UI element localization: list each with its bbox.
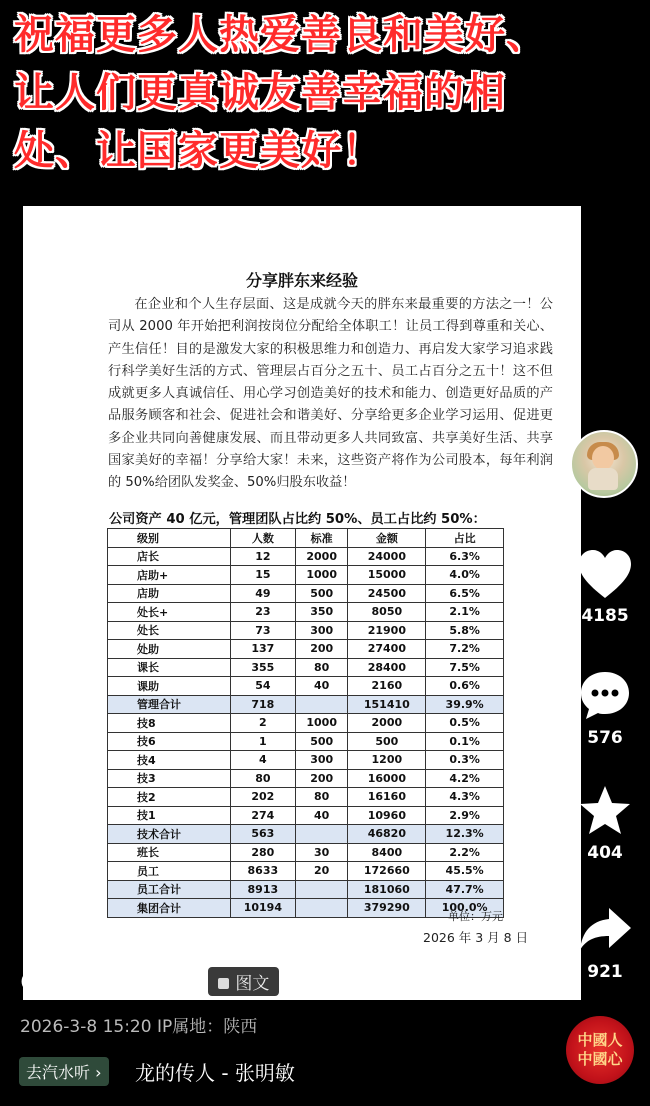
table-cell: 28400 xyxy=(348,658,426,677)
table-cell: 员工 xyxy=(108,862,231,881)
table-cell: 集团合计 xyxy=(108,899,231,918)
table-cell: 技术合计 xyxy=(108,825,231,844)
table-cell: 200 xyxy=(295,769,347,788)
table-cell: 1000 xyxy=(295,714,347,733)
table-header-row xyxy=(108,529,504,548)
favorite-count: 404 xyxy=(587,843,623,863)
table-cell: 技1 xyxy=(108,806,231,825)
table-cell: 355 xyxy=(230,658,295,677)
table-cell: 8913 xyxy=(230,880,295,899)
table-cell: 员工合计 xyxy=(108,880,231,899)
logo-line-1: 中國人 xyxy=(577,1031,623,1049)
table-row xyxy=(108,843,504,862)
table-cell: 1000 xyxy=(295,566,347,585)
avatar-body xyxy=(588,468,618,490)
table-cell: 2.1% xyxy=(426,603,504,622)
table-cell: 7.5% xyxy=(426,658,504,677)
table-cell: 店助+ xyxy=(108,566,231,585)
post-meta: 2026-3-8 15:20 IP属地：陕西 xyxy=(20,1017,258,1037)
unit-label: 单位：万元 xyxy=(448,910,503,923)
table-cell: 技4 xyxy=(108,751,231,770)
table-cell xyxy=(295,880,347,899)
table-cell: 8050 xyxy=(348,603,426,622)
table-cell: 5.8% xyxy=(426,621,504,640)
table-cell: 181060 xyxy=(348,880,426,899)
document-image[interactable] xyxy=(23,206,581,1000)
table-cell: 100.0% xyxy=(426,899,504,918)
table-row xyxy=(108,751,504,770)
like-count: 4185 xyxy=(581,606,629,626)
table-cell xyxy=(295,695,347,714)
table-row xyxy=(108,677,504,696)
table-cell: 处长 xyxy=(108,621,231,640)
table-cell: 0.5% xyxy=(426,714,504,733)
table-cell: 137 xyxy=(230,640,295,659)
table-cell: 1200 xyxy=(348,751,426,770)
logo-line-2: 中國心 xyxy=(577,1050,623,1068)
comment-button[interactable] xyxy=(570,668,640,748)
table-cell: 274 xyxy=(230,806,295,825)
badge-label: 图文 xyxy=(235,973,270,994)
table-cell: 8400 xyxy=(348,843,426,862)
table-cell: 300 xyxy=(295,751,347,770)
table-cell: 2000 xyxy=(348,714,426,733)
table-row xyxy=(108,862,504,881)
star-icon xyxy=(577,783,633,839)
column-header: 金额 xyxy=(348,529,426,548)
table-cell: 12.3% xyxy=(426,825,504,844)
open-music-app-button[interactable]: 去汽水听 › xyxy=(19,1057,109,1086)
table-cell: 4.0% xyxy=(426,566,504,585)
table-cell: 24000 xyxy=(348,547,426,566)
table-cell: 技2 xyxy=(108,788,231,807)
table-cell: 80 xyxy=(295,658,347,677)
table-cell: 0.3% xyxy=(426,751,504,770)
table-cell: 379290 xyxy=(348,899,426,918)
like-button[interactable] xyxy=(570,548,640,626)
table-cell: 管理合计 xyxy=(108,695,231,714)
avatar-face xyxy=(592,446,614,470)
table-cell: 15 xyxy=(230,566,295,585)
table-cell: 151410 xyxy=(348,695,426,714)
table-body xyxy=(108,547,504,917)
table-cell: 7.2% xyxy=(426,640,504,659)
table-cell: 718 xyxy=(230,695,295,714)
paragraph-text: 在企业和个人生存层面、这是成就今天的胖东来最重要的方法之一！公司从 2000 年开始把利润按岗位分配给全体职工！让员工得到尊重和关心、产生信任！目的是激发大家的积极思维力和创造力、再启发大家学习追求践行科学美好生活的方式、管理层占百分之五十、员工占百分之五十！这不但成就更多人真诚信任、用心学习创造美好的技术和能力、创造更好品质的产品服务顾客和社会、促进社会和谐美好、分享给更多企业学习运用、促进更多企业共同向善健康发展、而且带动更多人共同致富、共享美好生活、共享国家美好的幸福！分享给大家！未来，这些资产将作为公司股本，每年利润的 50%给团队发奖金、50%归股东收益！ xyxy=(108,297,553,491)
table-cell: 10194 xyxy=(230,899,295,918)
table-cell: 技6 xyxy=(108,732,231,751)
table-cell: 39.9% xyxy=(426,695,504,714)
table-cell: 技3 xyxy=(108,769,231,788)
table-cell: 班长 xyxy=(108,843,231,862)
table-cell: 80 xyxy=(230,769,295,788)
table-cell: 店助 xyxy=(108,584,231,603)
heart-icon xyxy=(577,548,633,602)
table-cell: 20 xyxy=(295,862,347,881)
document-title: 分享胖东来经验 xyxy=(245,271,358,290)
table-cell: 2 xyxy=(230,714,295,733)
table-cell: 0.6% xyxy=(426,677,504,696)
table-cell: 2.2% xyxy=(426,843,504,862)
document-date: 2026 年 3 月 8 日 xyxy=(423,930,529,945)
table-cell: 2160 xyxy=(348,677,426,696)
table-cell: 500 xyxy=(348,732,426,751)
table-cell: 2000 xyxy=(295,547,347,566)
table-cell: 店长 xyxy=(108,547,231,566)
table-cell xyxy=(295,825,347,844)
table-cell xyxy=(295,899,347,918)
table-subtotal-row xyxy=(108,695,504,714)
table-row xyxy=(108,603,504,622)
table-cell: 15000 xyxy=(348,566,426,585)
music-disc-logo[interactable] xyxy=(566,1016,634,1084)
share-icon xyxy=(577,902,633,958)
table-cell: 23 xyxy=(230,603,295,622)
table-cell: 课助 xyxy=(108,677,231,696)
comment-icon xyxy=(577,668,633,724)
table-cell: 处长+ xyxy=(108,603,231,622)
table-cell: 6.3% xyxy=(426,547,504,566)
table-cell: 24500 xyxy=(348,584,426,603)
table-cell: 21900 xyxy=(348,621,426,640)
document-paragraph xyxy=(108,294,553,495)
share-count: 921 xyxy=(587,962,623,982)
table-row xyxy=(108,566,504,585)
table-row xyxy=(108,640,504,659)
table-cell: 16000 xyxy=(348,769,426,788)
headline-text xyxy=(14,6,574,180)
table-cell: 27400 xyxy=(348,640,426,659)
table-subtotal-row xyxy=(108,825,504,844)
table-cell: 4.2% xyxy=(426,769,504,788)
table-cell: 350 xyxy=(295,603,347,622)
table-cell: 200 xyxy=(295,640,347,659)
asset-table xyxy=(107,528,504,918)
share-button[interactable] xyxy=(570,902,640,982)
table-cell: 73 xyxy=(230,621,295,640)
table-cell: 30 xyxy=(295,843,347,862)
music-title[interactable]: 龙的传人 - 张明敏 xyxy=(135,1061,295,1085)
table-cell: 45.5% xyxy=(426,862,504,881)
table-cell: 54 xyxy=(230,677,295,696)
comment-count: 576 xyxy=(587,728,623,748)
headline-line-2: 让人们更真诚友善幸福的相 xyxy=(14,70,506,116)
table-cell: 172660 xyxy=(348,862,426,881)
table-cell: 47.7% xyxy=(426,880,504,899)
column-header: 级别 xyxy=(108,529,231,548)
table-cell: 280 xyxy=(230,843,295,862)
table-cell: 40 xyxy=(295,806,347,825)
table-cell: 0.1% xyxy=(426,732,504,751)
table-row xyxy=(108,584,504,603)
table-cell: 49 xyxy=(230,584,295,603)
column-header: 占比 xyxy=(426,529,504,548)
table-row xyxy=(108,547,504,566)
table-row xyxy=(108,806,504,825)
table-row xyxy=(108,621,504,640)
table-subtotal-row xyxy=(108,880,504,899)
table-row xyxy=(108,769,504,788)
table-cell: 202 xyxy=(230,788,295,807)
table-cell: 16160 xyxy=(348,788,426,807)
author-row[interactable] xyxy=(20,960,279,996)
post-type-badge xyxy=(208,967,279,996)
favorite-button[interactable] xyxy=(570,783,640,863)
table-cell: 40 xyxy=(295,677,347,696)
table-subtotal-row xyxy=(108,899,504,918)
column-header: 人数 xyxy=(230,529,295,548)
table-row xyxy=(108,714,504,733)
creator-avatar[interactable] xyxy=(570,430,638,498)
table-cell: 4.3% xyxy=(426,788,504,807)
image-post-icon xyxy=(218,978,229,989)
table-cell: 80 xyxy=(295,788,347,807)
column-header: 标准 xyxy=(295,529,347,548)
author-name[interactable]: @傻坏蛋于东来 xyxy=(20,966,188,994)
table-cell: 500 xyxy=(295,584,347,603)
asset-summary: 公司资产 40 亿元，管理团队占比约 50%、员工占比约 50%： xyxy=(109,512,486,527)
table-cell: 10960 xyxy=(348,806,426,825)
table-cell: 1 xyxy=(230,732,295,751)
table-cell: 技8 xyxy=(108,714,231,733)
table-cell: 处助 xyxy=(108,640,231,659)
table-row xyxy=(108,732,504,751)
table-cell: 4 xyxy=(230,751,295,770)
table-cell: 300 xyxy=(295,621,347,640)
table-cell: 2.9% xyxy=(426,806,504,825)
table-cell: 500 xyxy=(295,732,347,751)
table-cell: 46820 xyxy=(348,825,426,844)
headline-line-1: 祝福更多人热爱善良和美好、 xyxy=(14,12,547,58)
table-cell: 课长 xyxy=(108,658,231,677)
table-cell: 563 xyxy=(230,825,295,844)
headline-line-3: 处、让国家更美好！ xyxy=(14,128,383,174)
table-cell: 12 xyxy=(230,547,295,566)
table-cell: 8633 xyxy=(230,862,295,881)
table-row xyxy=(108,788,504,807)
table-row xyxy=(108,658,504,677)
table-cell: 6.5% xyxy=(426,584,504,603)
